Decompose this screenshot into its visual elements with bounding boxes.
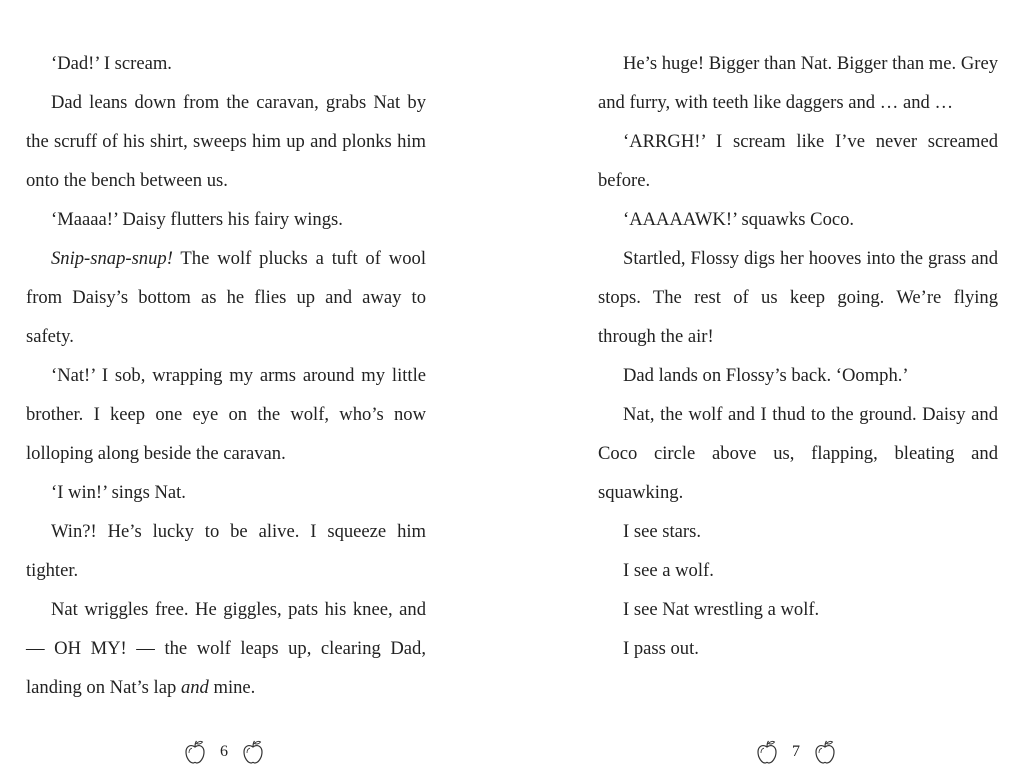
apple-icon: [814, 739, 836, 765]
text-segment: He’s huge! Bigger than Nat. Bigger than me. Grey and furry, with teeth like daggers and … and …: [598, 53, 998, 113]
page-number: 7: [792, 743, 800, 760]
paragraph: [598, 122, 998, 200]
text-segment: ‘Nat!’ I sob, wrapping my arms around my little brother. I keep one eye on the wolf, who’s now lolloping along beside the caravan.: [26, 365, 426, 464]
text-segment: ‘AAAAAWK!’ squawks Coco.: [623, 209, 855, 230]
paragraph: [598, 356, 998, 395]
paragraph: [598, 512, 998, 551]
italic-text: Snip-snap-snup!: [51, 248, 173, 269]
text-segment: ‘Dad!’ I scream.: [51, 53, 172, 74]
text-segment: ‘ARRGH!’ I scream like I’ve never screamed before.: [598, 131, 998, 191]
text-segment: Startled, Flossy digs her hooves into the grass and stops. The rest of us keep going. We’re flying through the air!: [598, 248, 998, 347]
text-segment: Nat wriggles free. He giggles, pats his knee, and — OH MY! — the wolf leaps up, clearing Dad, landing on Nat’s lap: [26, 599, 426, 698]
text-segment: Nat, the wolf and I thud to the ground. Daisy and Coco circle above us, flapping, bleating and squawking.: [598, 404, 998, 503]
page-number: 6: [220, 743, 228, 760]
paragraph: [598, 590, 998, 629]
paragraph: [598, 395, 998, 512]
paragraph: [26, 590, 426, 707]
text-segment: ‘Maaaa!’ Daisy flutters his fairy wings.: [51, 209, 343, 230]
right-folio: [756, 736, 836, 768]
text-segment: I see Nat wrestling a wolf.: [623, 599, 820, 620]
text-segment: Dad leans down from the caravan, grabs Nat by the scruff of his shirt, sweeps him up and plonks him onto the bench between us.: [26, 92, 426, 191]
apple-icon: [184, 739, 206, 765]
paragraph: [598, 551, 998, 590]
paragraph: [598, 629, 998, 668]
left-folio: [184, 736, 264, 768]
paragraph: [598, 200, 998, 239]
text-segment: I see a wolf.: [623, 560, 714, 581]
text-segment: Dad lands on Flossy’s back. ‘Oomph.’: [623, 365, 909, 386]
text-segment: The wolf plucks a tuft of wool from Daisy’s bottom as he flies up and away to safety.: [26, 248, 426, 347]
paragraph: [598, 239, 998, 356]
text-segment: mine.: [208, 677, 256, 698]
paragraph: [26, 200, 426, 239]
left-page: [26, 44, 426, 707]
text-segment: Win?! He’s lucky to be alive. I squeeze him tighter.: [26, 521, 426, 581]
paragraph: [26, 83, 426, 200]
text-segment: ‘I win!’ sings Nat.: [51, 482, 186, 503]
apple-icon: [242, 739, 264, 765]
paragraph: [26, 473, 426, 512]
text-segment: I pass out.: [623, 638, 699, 659]
italic-text: and: [180, 677, 209, 698]
right-page: [598, 44, 998, 668]
paragraph: [598, 44, 998, 122]
text-segment: I see stars.: [623, 521, 701, 542]
paragraph: [26, 512, 426, 590]
paragraph: [26, 44, 426, 83]
paragraph: [26, 356, 426, 473]
apple-icon: [756, 739, 778, 765]
paragraph: [26, 239, 426, 356]
